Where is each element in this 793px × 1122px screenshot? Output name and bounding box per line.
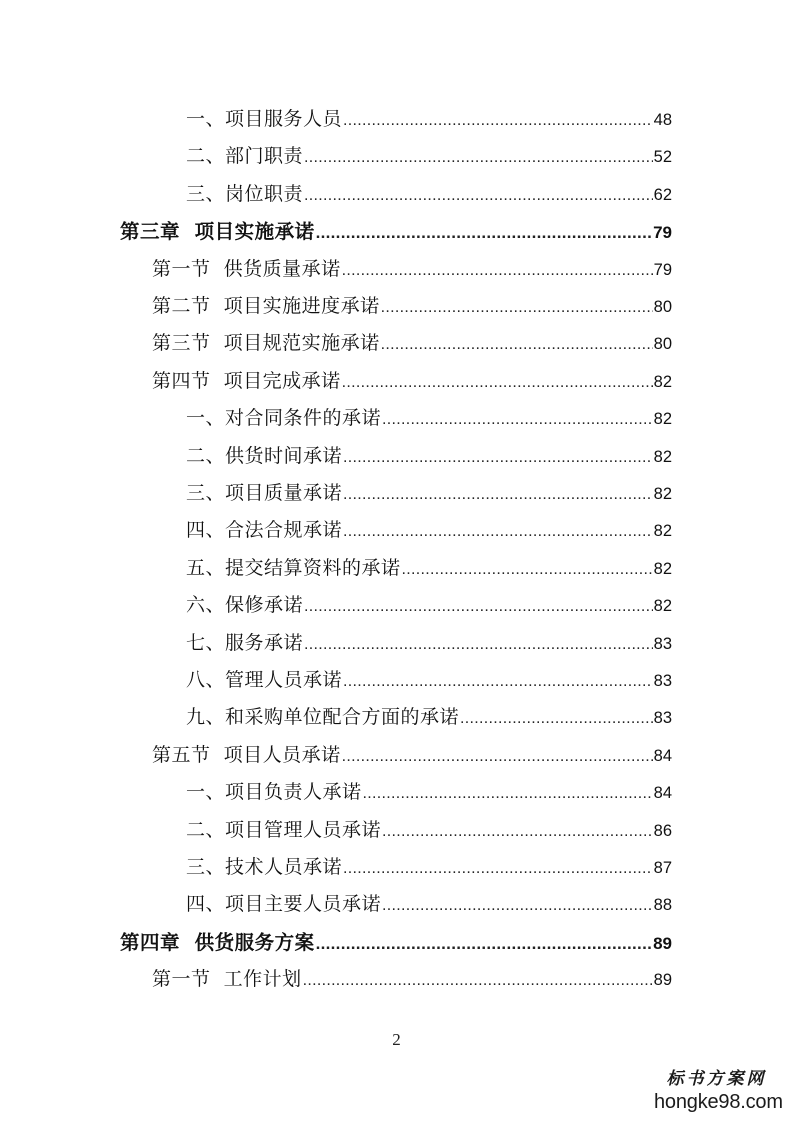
toc-entry-page-number: 84 xyxy=(653,784,672,803)
toc-dot-leader xyxy=(342,738,653,775)
toc-entry-title: 第三节 项目规范实施承诺 xyxy=(152,332,380,355)
watermark-url-text: hongke98.com xyxy=(654,1091,783,1113)
toc-section-entry[interactable] xyxy=(152,325,672,362)
toc-item-entry[interactable] xyxy=(186,101,672,138)
toc-dot-leader xyxy=(382,813,653,850)
watermark-logo xyxy=(654,1068,783,1114)
toc-item-entry[interactable] xyxy=(186,699,672,736)
toc-entry-title: 四、合法合规承诺 xyxy=(186,519,343,542)
toc-dot-leader xyxy=(342,252,653,289)
toc-section-entry[interactable] xyxy=(152,363,672,400)
toc-entry-title: 二、部门职责 xyxy=(186,145,304,168)
toc-entry-page-number: 82 xyxy=(653,522,672,541)
toc-item-entry[interactable] xyxy=(186,812,672,849)
toc-entry-title: 三、技术人员承诺 xyxy=(186,856,343,878)
toc-entry-title: 一、对合同条件的承诺 xyxy=(186,407,382,430)
toc-section-entry[interactable] xyxy=(152,288,672,325)
toc-chapter-entry[interactable] xyxy=(120,213,672,250)
toc-item-entry[interactable] xyxy=(186,849,672,886)
toc-dot-leader xyxy=(382,887,653,924)
toc-entry-page-number: 82 xyxy=(653,410,672,429)
toc-item-entry[interactable] xyxy=(186,550,672,587)
toc-entry-page-number: 82 xyxy=(653,559,672,578)
toc-dot-leader xyxy=(304,139,653,176)
toc-entry-title: 九、和采购单位配合方面的承诺 xyxy=(186,706,460,729)
toc-dot-leader xyxy=(316,925,653,962)
toc-chapter-entry[interactable] xyxy=(120,924,672,961)
toc-dot-leader xyxy=(343,513,653,550)
toc-entry-title: 一、项目服务人员 xyxy=(186,108,343,130)
toc-entry-page-number: 80 xyxy=(653,335,672,354)
toc-dot-leader xyxy=(381,289,653,326)
toc-item-entry[interactable] xyxy=(186,475,672,512)
toc-entry-page-number: 62 xyxy=(653,185,672,204)
toc-entry-title: 六、保修承诺 xyxy=(186,594,304,617)
toc-item-entry[interactable] xyxy=(186,587,672,624)
toc-item-entry[interactable] xyxy=(186,886,672,923)
toc-section-entry[interactable] xyxy=(152,251,672,288)
toc-entry-title: 第一节 供货质量承诺 xyxy=(152,257,341,280)
toc-dot-leader xyxy=(304,177,653,214)
toc-entry-page-number: 82 xyxy=(653,597,672,616)
toc-entry-page-number: 79 xyxy=(653,223,672,243)
toc-entry-title: 第五节 项目人员承诺 xyxy=(152,743,341,766)
toc-entry-title: 三、岗位职责 xyxy=(186,182,304,205)
toc-entry-title: 七、服务承诺 xyxy=(186,631,304,654)
toc-dot-leader xyxy=(343,439,653,476)
toc-item-entry[interactable] xyxy=(186,774,672,811)
toc-entry-title: 八、管理人员承诺 xyxy=(186,669,343,691)
toc-dot-leader xyxy=(343,102,653,139)
toc-dot-leader xyxy=(460,700,653,737)
toc-section-entry[interactable] xyxy=(152,961,672,998)
toc-item-entry[interactable] xyxy=(186,438,672,475)
toc-dot-leader xyxy=(381,326,653,363)
toc-entry-page-number: 80 xyxy=(653,298,672,316)
toc-item-entry[interactable] xyxy=(186,512,672,549)
toc-dot-leader xyxy=(316,214,653,251)
toc-entry-page-number: 89 xyxy=(653,971,672,990)
toc-dot-leader xyxy=(303,962,653,999)
toc-entry-page-number: 82 xyxy=(653,447,672,466)
toc-entry-page-number: 83 xyxy=(653,709,672,728)
watermark-brand-text: 标书方案网 xyxy=(666,1069,767,1089)
toc-entry-page-number: 89 xyxy=(653,933,672,953)
toc-dot-leader xyxy=(342,364,653,401)
toc-dot-leader xyxy=(304,626,653,663)
toc-item-entry[interactable] xyxy=(186,138,672,175)
toc-entry-title: 五、提交结算资料的承诺 xyxy=(186,556,401,579)
toc-entry-title: 四、项目主要人员承诺 xyxy=(186,893,382,916)
toc-entry-page-number: 79 xyxy=(653,260,672,279)
toc-entry-page-number: 82 xyxy=(653,485,672,503)
toc-dot-leader xyxy=(402,551,653,588)
toc-dot-leader xyxy=(363,775,653,812)
toc-dot-leader xyxy=(343,476,653,513)
toc-item-entry[interactable] xyxy=(186,662,672,699)
toc-dot-leader xyxy=(304,588,653,625)
toc-section-entry[interactable] xyxy=(152,737,672,774)
toc-item-entry[interactable] xyxy=(186,400,672,437)
toc-entry-page-number: 84 xyxy=(653,746,672,765)
toc-entry-title: 一、项目负责人承诺 xyxy=(186,781,362,804)
toc-item-entry[interactable] xyxy=(186,625,672,662)
toc-entry-page-number: 86 xyxy=(653,821,672,840)
toc-entry-title: 三、项目质量承诺 xyxy=(186,482,343,504)
toc-entry-title: 第三章 项目实施承诺 xyxy=(120,220,315,244)
toc-entry-title: 二、项目管理人员承诺 xyxy=(186,818,382,841)
toc-entry-title: 第二节 项目实施进度承诺 xyxy=(152,295,380,317)
toc-entry-page-number: 88 xyxy=(653,896,672,915)
toc-entry-page-number: 87 xyxy=(653,859,672,877)
toc-entry-title: 二、供货时间承诺 xyxy=(186,444,343,467)
toc-entry-title: 第四节 项目完成承诺 xyxy=(152,369,341,392)
page-number: 2 xyxy=(392,1030,401,1049)
toc-entry-page-number: 52 xyxy=(653,148,672,167)
toc-dot-leader xyxy=(343,850,653,887)
toc-entry-page-number: 82 xyxy=(653,372,672,391)
toc-entry-title: 第四章 供货服务方案 xyxy=(120,930,315,954)
toc-item-entry[interactable] xyxy=(186,176,672,213)
toc-entry-page-number: 48 xyxy=(653,111,672,129)
toc-entry-page-number: 83 xyxy=(653,634,672,653)
toc-entry-page-number: 83 xyxy=(653,672,672,690)
toc-dot-leader xyxy=(382,401,653,438)
toc-entry-title: 第一节 工作计划 xyxy=(152,968,302,991)
toc-dot-leader xyxy=(343,663,653,700)
